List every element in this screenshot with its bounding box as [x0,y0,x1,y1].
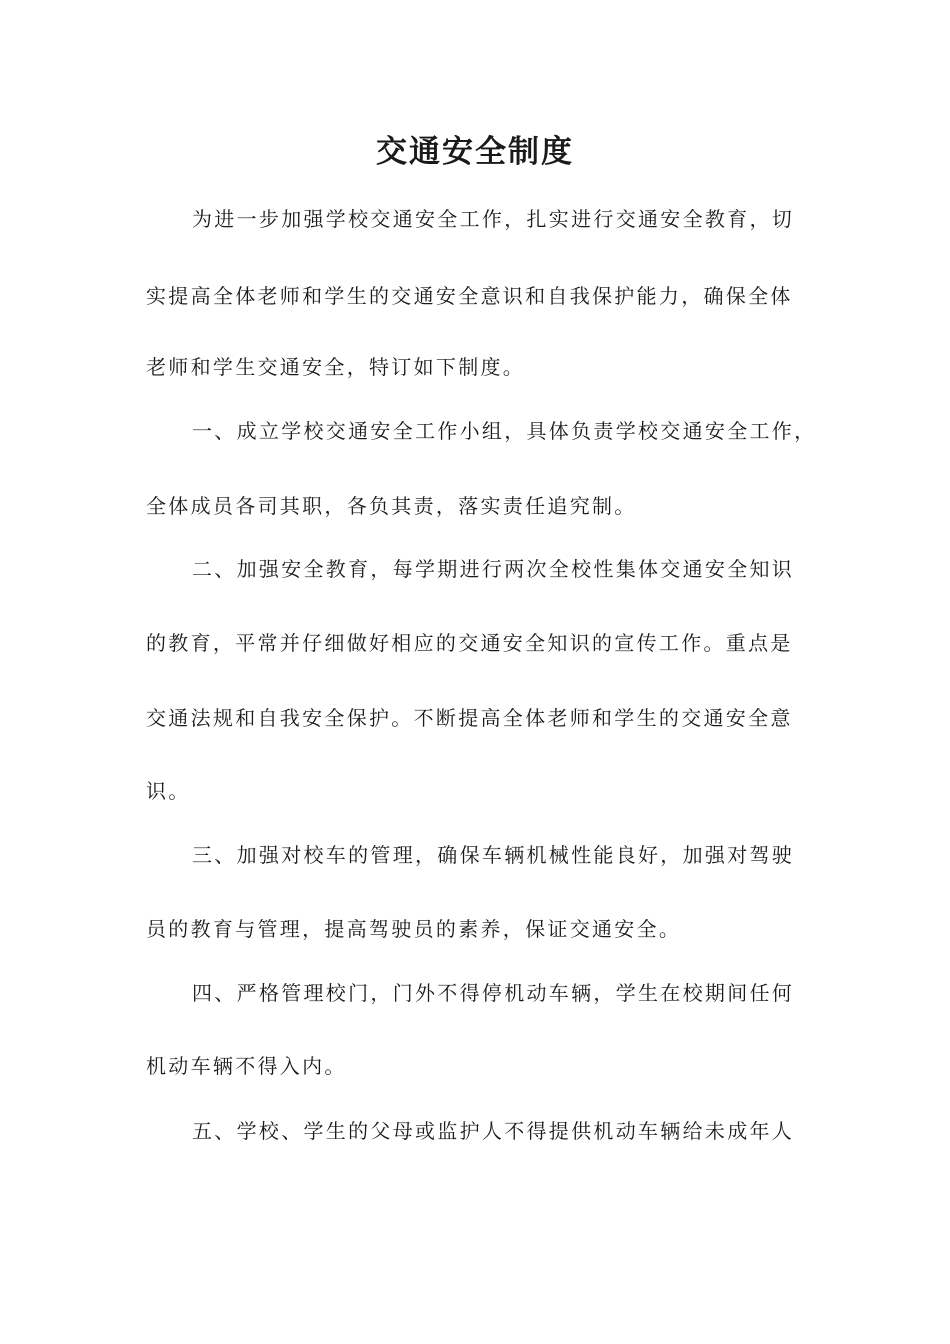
text-line: 一、成立学校交通安全工作小组，具体负责学校交通安全工作， [192,419,817,443]
text-line: 为进一步加强学校交通安全工作，扎实进行交通安全教育，切 [192,207,795,231]
text-line: 老师和学生交通安全，特订如下制度。 [146,355,526,379]
text-line: 的教育，平常并仔细做好相应的交通安全知识的宣传工作。重点是 [146,631,793,655]
text-line: 交通法规和自我安全保护。不断提高全体老师和学生的交通安全意 [146,706,793,730]
document-title: 交通安全制度 [376,134,574,170]
text-line: 机动车辆不得入内。 [146,1054,347,1078]
text-line: 三、加强对校车的管理，确保车辆机械性能良好，加强对驾驶 [192,843,795,867]
text-line: 实提高全体老师和学生的交通安全意识和自我保护能力，确保全体 [146,284,793,308]
text-line: 全体成员各司其职，各负其责，落实责任追究制。 [146,494,637,518]
text-line: 识。 [146,779,191,803]
text-line: 员的教育与管理，提高驾驶员的素养，保证交通安全。 [146,917,682,941]
text-line: 四、严格管理校门，门外不得停机动车辆，学生在校期间任何 [192,981,795,1005]
text-line: 二、加强安全教育，每学期进行两次全校性集体交通安全知识 [192,557,795,581]
text-line: 五、学校、学生的父母或监护人不得提供机动车辆给未成年人 [192,1119,795,1143]
